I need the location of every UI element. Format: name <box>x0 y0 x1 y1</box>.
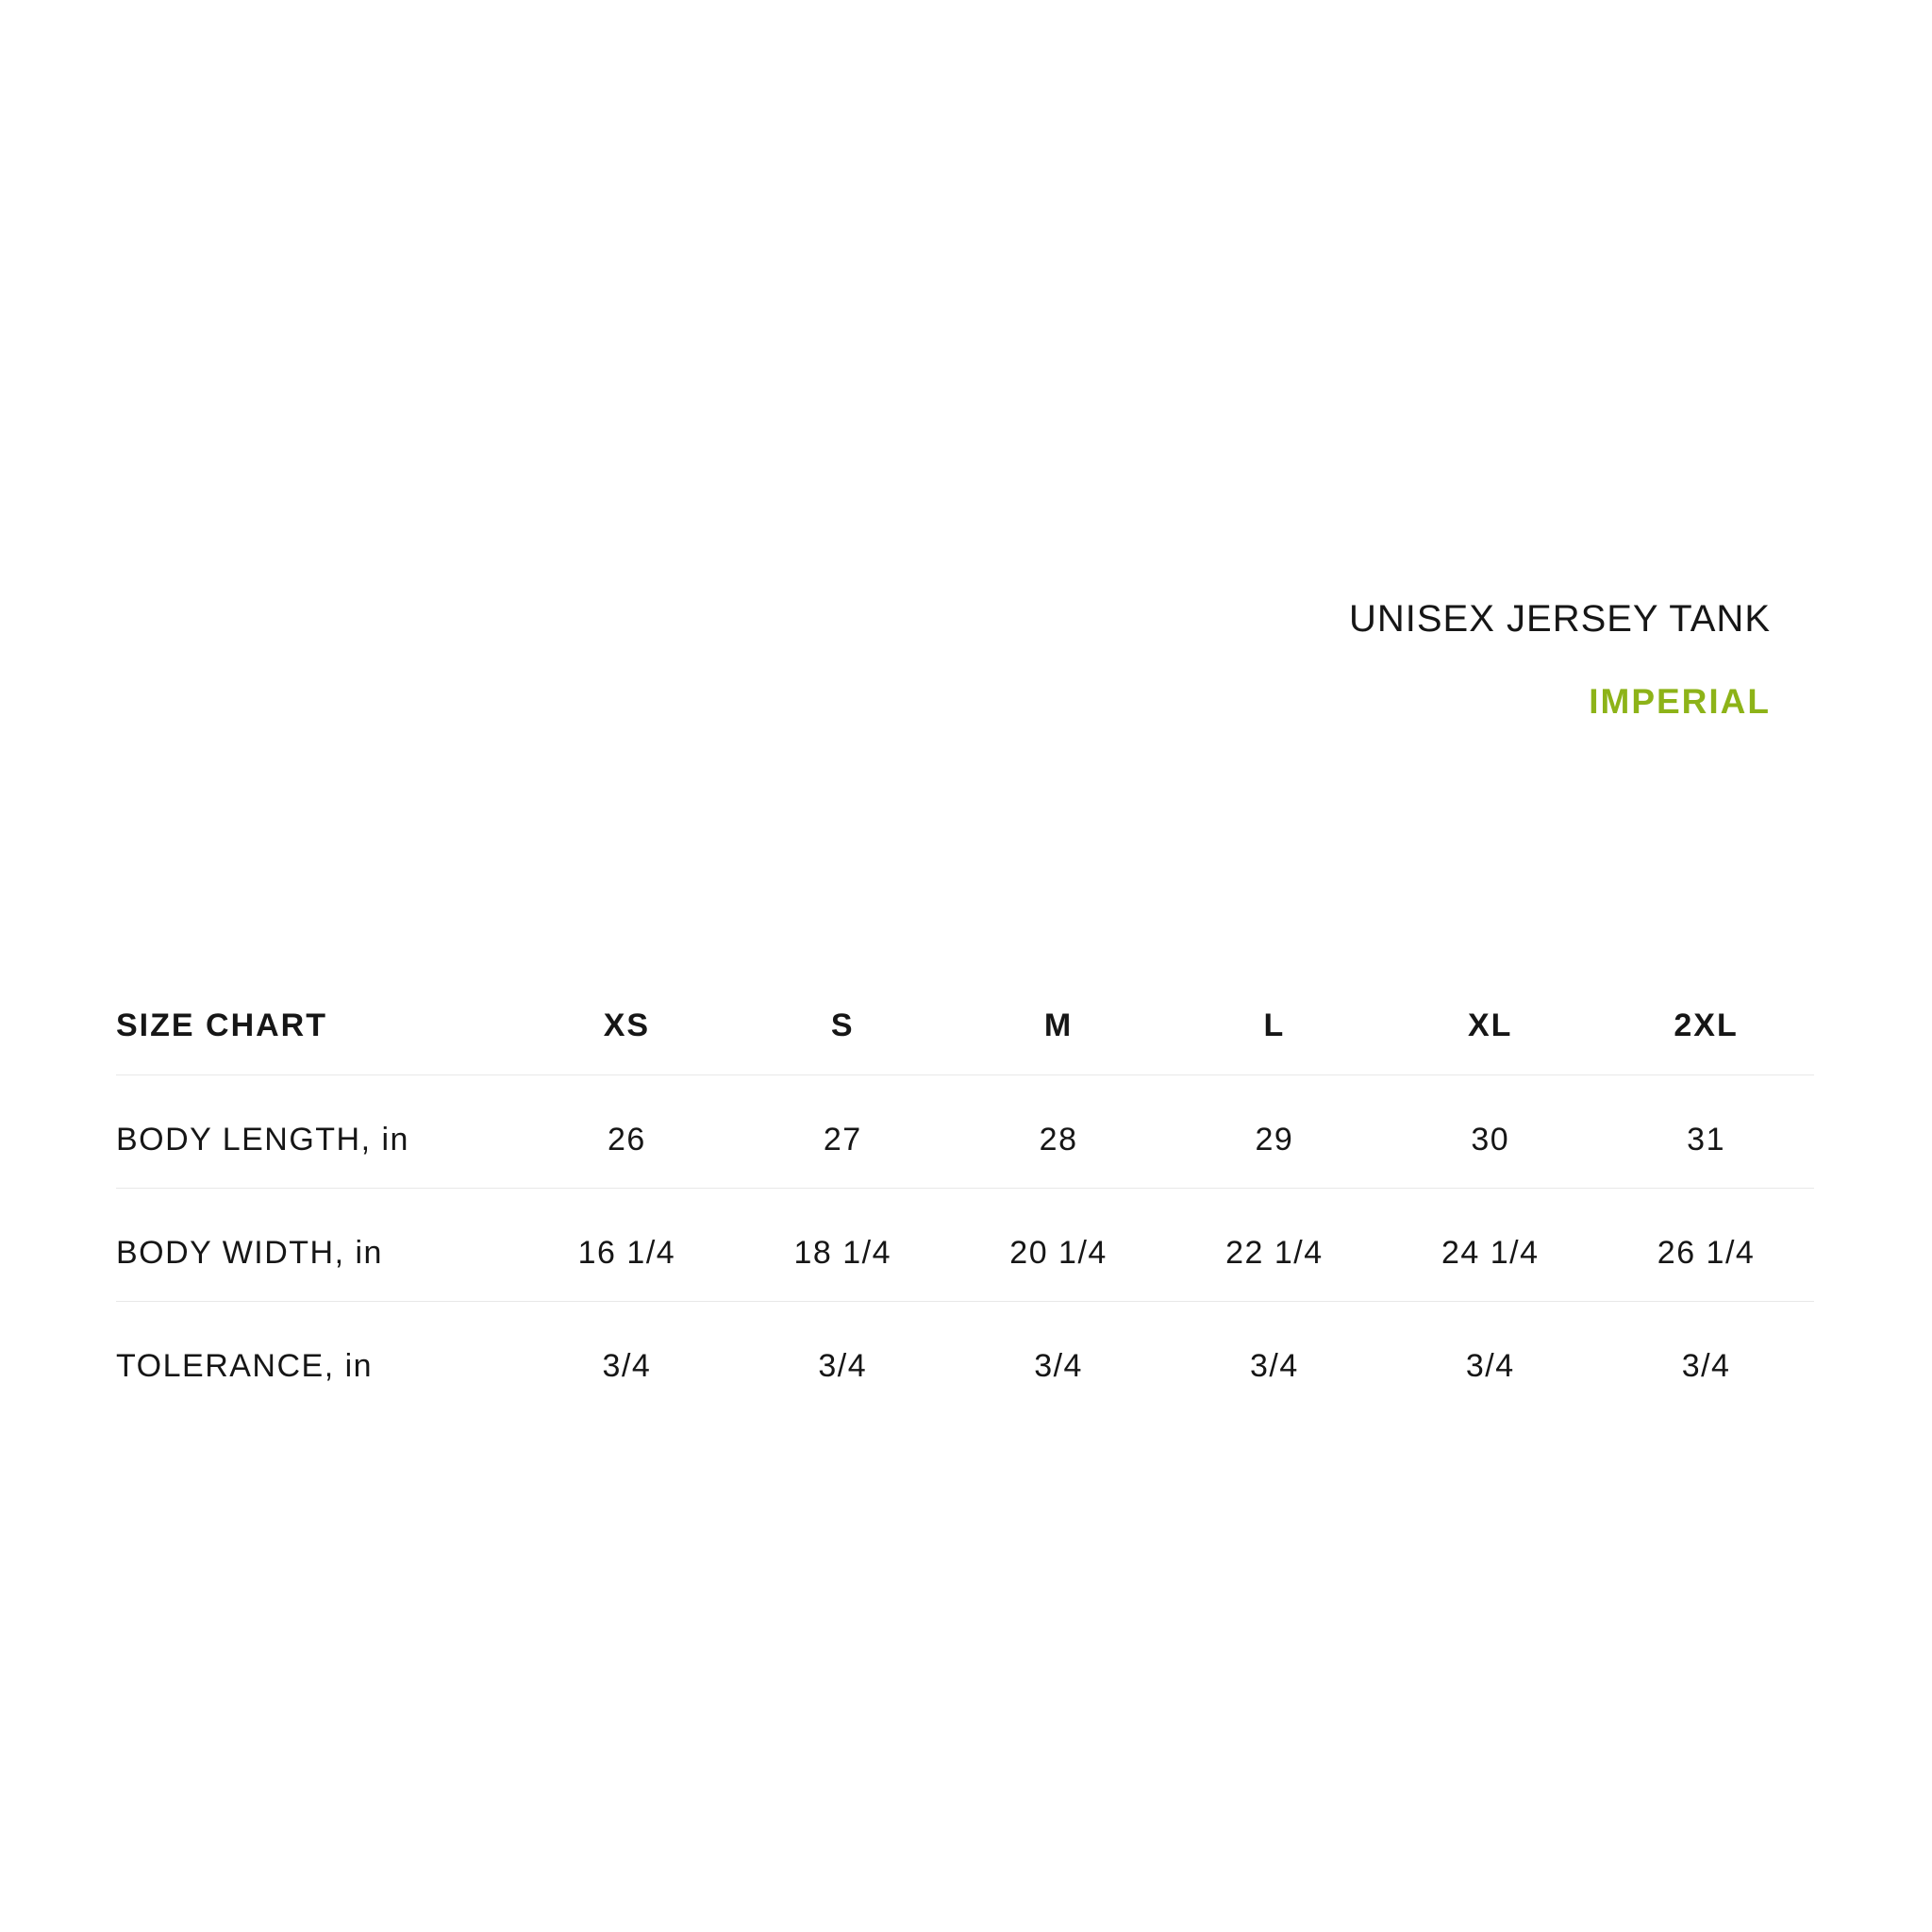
column-header-l: L <box>1166 961 1382 1074</box>
size-chart-table <box>116 961 1814 1414</box>
column-header-xl: XL <box>1382 961 1598 1074</box>
table-cell: 31 <box>1598 1074 1814 1188</box>
table-cell: 22 1/4 <box>1166 1188 1382 1301</box>
table-row-body-length <box>116 1074 1814 1188</box>
table-cell: 30 <box>1382 1074 1598 1188</box>
table-cell: 26 1/4 <box>1598 1188 1814 1301</box>
table-cell: 3/4 <box>602 1347 652 1384</box>
table-cell: 3/4 <box>1465 1347 1515 1384</box>
table-cell: 20 1/4 <box>951 1188 1167 1301</box>
column-header-size-chart: SIZE CHART <box>116 961 519 1074</box>
table-cell: 16 1/4 <box>519 1188 735 1301</box>
table-cell: 3/4 <box>1034 1347 1083 1384</box>
row-label-body-length: BODY LENGTH, in <box>116 1074 519 1188</box>
column-header-xs: XS <box>519 961 735 1074</box>
product-title: UNISEX JERSEY TANK <box>1348 598 1771 640</box>
table-cell: 24 1/4 <box>1382 1188 1598 1301</box>
table-cell: 3/4 <box>1681 1347 1731 1384</box>
column-header-m: M <box>951 961 1167 1074</box>
table-cell: 3/4 <box>1250 1347 1299 1384</box>
table-cell: 27 <box>735 1074 951 1188</box>
column-header-2xl: 2XL <box>1598 961 1814 1074</box>
title-block <box>1349 594 1771 723</box>
unit-label-imperial: IMPERIAL <box>1589 682 1771 721</box>
table-row-body-width <box>116 1188 1814 1301</box>
row-label-tolerance: TOLERANCE, in <box>116 1347 374 1384</box>
table-header-row <box>116 961 1814 1074</box>
table-cell: 29 <box>1166 1074 1382 1188</box>
column-header-s: S <box>735 961 951 1074</box>
table-cell: 3/4 <box>818 1347 868 1384</box>
table-cell: 26 <box>519 1074 735 1188</box>
table-cell: 18 1/4 <box>735 1188 951 1301</box>
row-label-body-width: BODY WIDTH, in <box>116 1188 519 1301</box>
table-cell: 28 <box>951 1074 1167 1188</box>
table-row-tolerance <box>116 1301 1814 1414</box>
